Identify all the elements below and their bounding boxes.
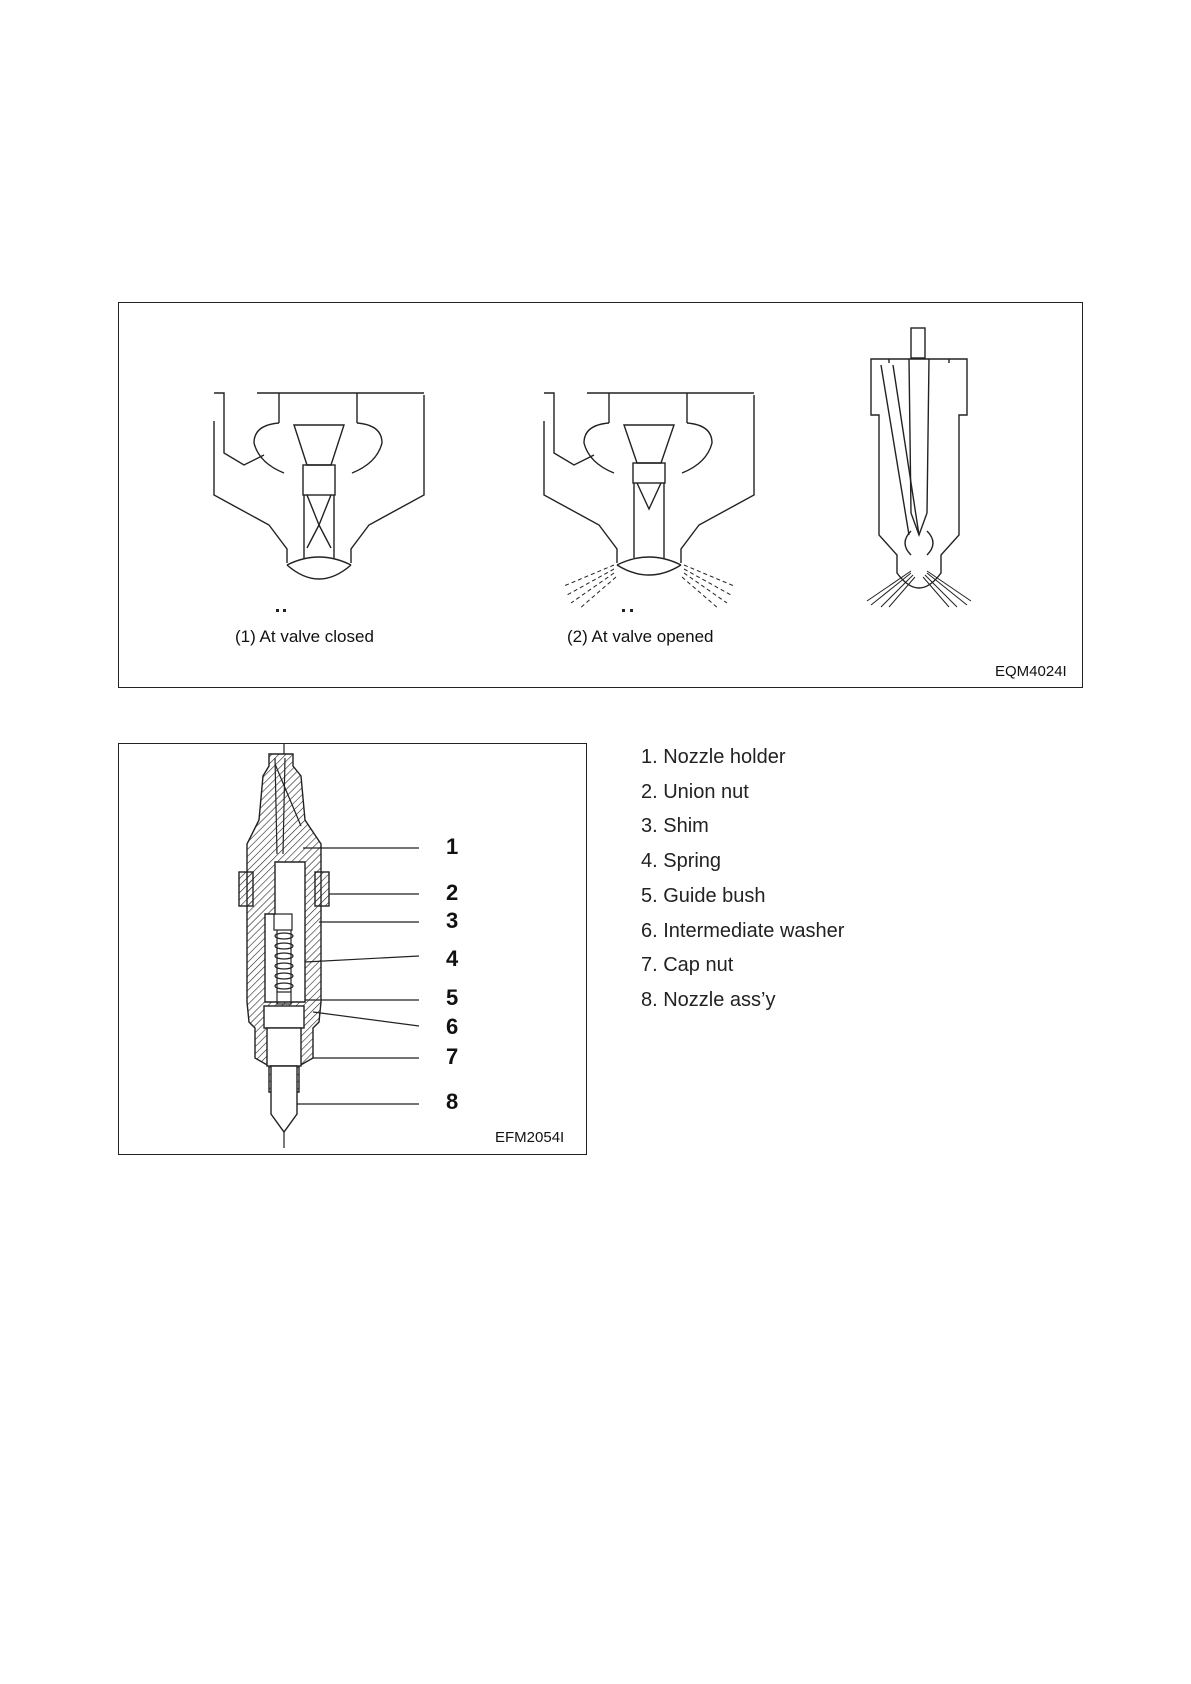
figure-code: EQM4024I [995, 663, 1067, 680]
callout-3: 3 [446, 908, 459, 933]
caption-valve-closed: (1) At valve closed [235, 627, 374, 646]
callout-6: 6 [446, 1014, 459, 1039]
parts-list-item: 8. Nozzle ass’y [641, 988, 776, 1011]
callout-1: 1 [446, 834, 459, 859]
callout-5: 5 [446, 985, 459, 1010]
parts-list-item: 6. Intermediate washer [641, 919, 845, 942]
parts-list-item: 4. Spring [641, 850, 722, 873]
parts-list-item: 1. Nozzle holder [641, 746, 786, 768]
callout-4: 4 [446, 946, 459, 971]
nozzle-holder-cross-section [118, 743, 587, 1155]
callout-2: 2 [446, 880, 459, 905]
figure-code: EFM2054I [495, 1129, 565, 1146]
callout-8: 8 [446, 1089, 459, 1114]
nozzle-tip-drawing [871, 328, 967, 588]
parts-list-item: 2. Union nut [641, 780, 749, 803]
parts-list-item: 5. Guide bush [641, 884, 766, 907]
callout-7: 7 [446, 1044, 459, 1069]
caption-valve-opened: (2) At valve opened [567, 627, 714, 646]
parts-list-item: 7. Cap nut [641, 954, 734, 977]
valve-opened-drawing [544, 393, 754, 575]
valve-closed-drawing [214, 393, 424, 579]
parts-list-item: 3. Shim [641, 815, 709, 838]
parts-list [641, 740, 844, 1018]
nozzle-holder-drawing [119, 744, 586, 1154]
nozzle-operation-figure [118, 302, 1083, 688]
